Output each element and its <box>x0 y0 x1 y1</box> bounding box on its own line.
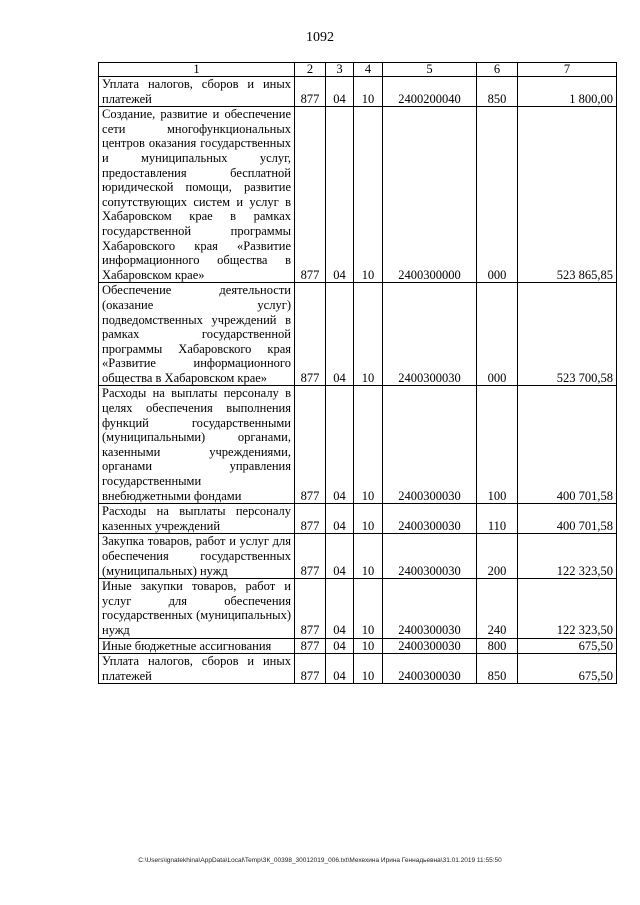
row-code-target: 2400300030 <box>383 283 477 386</box>
row-code-section: 04 <box>326 654 354 684</box>
row-code-subsection: 10 <box>354 654 383 684</box>
row-amount: 1 800,00 <box>518 77 617 107</box>
row-code-section: 04 <box>326 579 354 638</box>
header-col-7: 7 <box>518 63 617 77</box>
row-code-expense-type: 000 <box>477 283 518 386</box>
row-code-expense-type: 800 <box>477 638 518 654</box>
table-row <box>99 504 617 534</box>
row-code-subsection: 10 <box>354 504 383 534</box>
row-name: Обеспечение деятельности (оказание услуг) подведомственных учреждений в рамках государственной программы Хабаровского края «Развитие информационного общества в Хабаровском крае» <box>99 283 295 386</box>
row-code-section: 04 <box>326 504 354 534</box>
row-code-target: 2400300030 <box>383 579 477 638</box>
row-code-ministry: 877 <box>295 386 326 504</box>
row-name: Расходы на выплаты персоналу в целях обеспечения выполнения функций государственными (муниципальными) органами, казенными учреждениями, органами управления государственными внебюджетными фондами <box>99 386 295 504</box>
row-amount: 400 701,58 <box>518 386 617 504</box>
row-amount: 400 701,58 <box>518 504 617 534</box>
row-code-ministry: 877 <box>295 77 326 107</box>
row-code-target: 2400300030 <box>383 386 477 504</box>
row-code-expense-type: 850 <box>477 654 518 684</box>
table-row <box>99 77 617 107</box>
row-code-subsection: 10 <box>354 534 383 579</box>
row-name: Уплата налогов, сборов и иных платежей <box>99 654 295 684</box>
row-code-subsection: 10 <box>354 77 383 107</box>
row-name: Иные бюджетные ассигнования <box>99 638 295 654</box>
table-row <box>99 283 617 386</box>
row-code-section: 04 <box>326 638 354 654</box>
header-row <box>99 63 617 77</box>
row-code-target: 2400300030 <box>383 534 477 579</box>
row-code-subsection: 10 <box>354 579 383 638</box>
row-name: Уплата налогов, сборов и иных платежей <box>99 77 295 107</box>
row-amount: 122 323,50 <box>518 579 617 638</box>
row-code-ministry: 877 <box>295 283 326 386</box>
header-col-2: 2 <box>295 63 326 77</box>
table-row <box>99 654 617 684</box>
header-col-1: 1 <box>99 63 295 77</box>
table-row <box>99 638 617 654</box>
header-col-5: 5 <box>383 63 477 77</box>
row-amount: 675,50 <box>518 638 617 654</box>
row-code-expense-type: 240 <box>477 579 518 638</box>
row-code-section: 04 <box>326 77 354 107</box>
page-number: 1092 <box>306 30 334 45</box>
row-code-target: 2400300030 <box>383 638 477 654</box>
row-amount: 523 700,58 <box>518 283 617 386</box>
row-code-ministry: 877 <box>295 579 326 638</box>
row-name: Иные закупки товаров, работ и услуг для обеспечения государственных (муниципальных) нужд <box>99 579 295 638</box>
row-name: Закупка товаров, работ и услуг для обеспечения государственных (муниципальных) нужд <box>99 534 295 579</box>
row-code-section: 04 <box>326 386 354 504</box>
row-code-subsection: 10 <box>354 283 383 386</box>
row-code-section: 04 <box>326 534 354 579</box>
row-code-expense-type: 850 <box>477 77 518 107</box>
row-name: Создание, развитие и обеспечение сети многофункциональных центров оказания государственных и муниципальных услуг, предоставления бесплатной юридической помощи, развитие сопутствующих систем и услуг в Хабаровском крае в рамках государственной программы Хабаровского края «Развитие информационного общества в Хабаровском крае» <box>99 107 295 283</box>
header-col-4: 4 <box>354 63 383 77</box>
header-col-3: 3 <box>326 63 354 77</box>
row-code-expense-type: 110 <box>477 504 518 534</box>
row-amount: 122 323,50 <box>518 534 617 579</box>
header-col-6: 6 <box>477 63 518 77</box>
row-code-target: 2400200040 <box>383 77 477 107</box>
row-code-subsection: 10 <box>354 638 383 654</box>
row-name: Расходы на выплаты персоналу казенных учреждений <box>99 504 295 534</box>
row-code-expense-type: 200 <box>477 534 518 579</box>
row-code-section: 04 <box>326 283 354 386</box>
row-code-ministry: 877 <box>295 107 326 283</box>
table-row <box>99 579 617 638</box>
row-amount: 523 865,85 <box>518 107 617 283</box>
row-code-ministry: 877 <box>295 654 326 684</box>
row-code-subsection: 10 <box>354 107 383 283</box>
budget-table <box>98 62 617 684</box>
row-code-subsection: 10 <box>354 386 383 504</box>
row-code-expense-type: 100 <box>477 386 518 504</box>
row-code-expense-type: 000 <box>477 107 518 283</box>
table-row <box>99 107 617 283</box>
row-code-ministry: 877 <box>295 504 326 534</box>
row-amount: 675,50 <box>518 654 617 684</box>
row-code-section: 04 <box>326 107 354 283</box>
file-path-footer: C:\Users\ignatekhina\AppData\Local\Temp\ЗК_00398_30012019_006.txt\Мехехина Ирина Геннадьевна\31.01.2019 11:55:50 <box>138 857 502 864</box>
table-row <box>99 534 617 579</box>
row-code-target: 2400300030 <box>383 504 477 534</box>
table-row <box>99 386 617 504</box>
row-code-ministry: 877 <box>295 534 326 579</box>
row-code-target: 2400300000 <box>383 107 477 283</box>
row-code-target: 2400300030 <box>383 654 477 684</box>
row-code-ministry: 877 <box>295 638 326 654</box>
